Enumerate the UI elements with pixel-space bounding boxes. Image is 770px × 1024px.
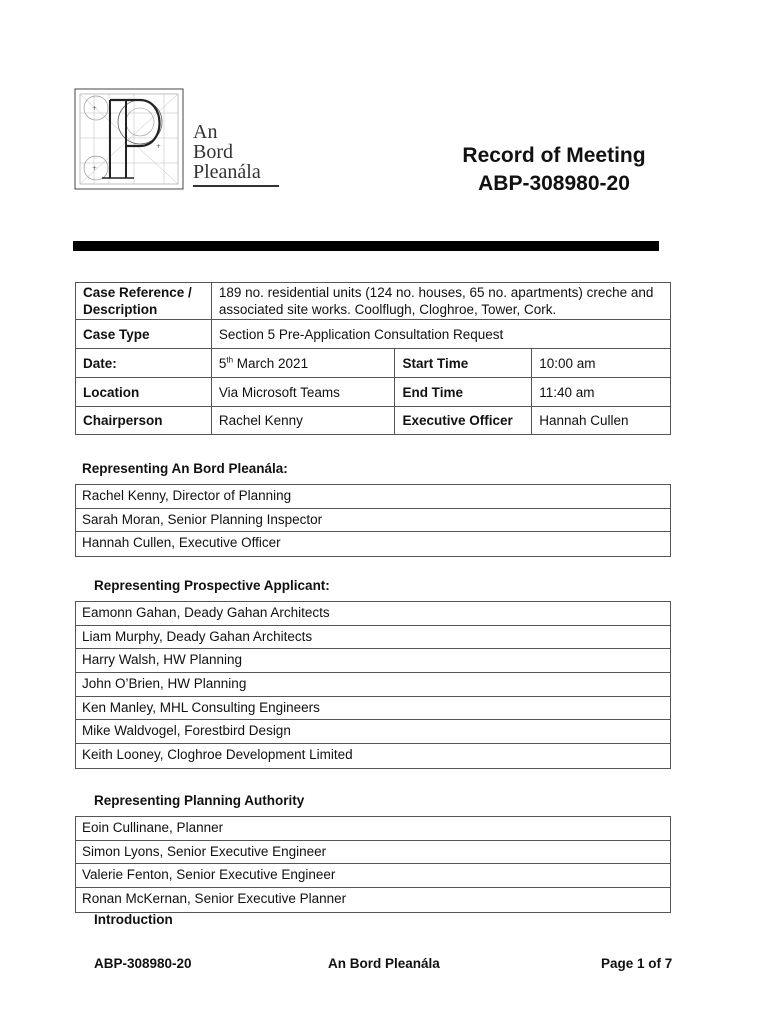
logo-underline <box>193 185 279 187</box>
authority-section-heading: Representing Planning Authority <box>94 793 305 808</box>
table-row <box>76 283 671 320</box>
chairperson-value: Rachel Kenny <box>211 407 395 435</box>
list-item: Keith Looney, Cloghroe Development Limited <box>82 747 353 763</box>
start-time-label: Start Time <box>395 349 532 378</box>
table-row <box>76 320 671 349</box>
svg-text:+: + <box>156 143 162 150</box>
list-item: Harry Walsh, HW Planning <box>76 649 670 673</box>
list-item: Eoin Cullinane, Planner <box>76 817 670 841</box>
logo-line-2: Bord <box>193 141 233 163</box>
date-month-year: March 2021 <box>233 355 309 371</box>
svg-text:+: + <box>92 165 98 172</box>
footer-case-number: ABP-308980-20 <box>94 956 192 971</box>
list-item: Liam Murphy, Deady Gahan Architects <box>76 626 670 650</box>
board-attendees-list <box>75 484 671 557</box>
list-item: Ken Manley, MHL Consulting Engineers <box>76 697 670 721</box>
document-title <box>420 142 688 198</box>
list-item: Eamonn Gahan, Deady Gahan Architects <box>76 602 670 626</box>
applicant-attendees-list <box>75 601 671 769</box>
introduction-heading: Introduction <box>94 912 173 927</box>
case-reference-label: Case Reference / Description <box>76 283 212 320</box>
footer-page-number: Page 1 of 7 <box>601 956 673 971</box>
list-item: Ronan McKernan, Senior Executive Planner <box>82 891 347 907</box>
title-divider-bar <box>73 241 659 251</box>
table-row <box>76 349 671 378</box>
executive-officer-value: Hannah Cullen <box>532 407 671 435</box>
executive-officer-label: Executive Officer <box>395 407 532 435</box>
end-time-value: 11:40 am <box>532 378 671 407</box>
location-label: Location <box>76 378 212 407</box>
date-day: 5 <box>218 355 227 371</box>
logo-wordmark <box>193 122 261 182</box>
list-item: Mike Waldvogel, Forestbird Design <box>76 720 670 744</box>
title-case-number: ABP-308980-20 <box>478 172 630 195</box>
date-ordinal-suffix: th <box>226 355 234 364</box>
end-time-label: End Time <box>395 378 532 407</box>
date-value <box>211 349 395 378</box>
list-item: Hannah Cullen, Executive Officer <box>82 535 281 551</box>
list-item: Valerie Fenton, Senior Executive Engineer <box>76 864 670 888</box>
applicant-section-heading: Representing Prospective Applicant: <box>94 578 330 593</box>
an-bord-pleanala-logo-mark <box>74 88 184 190</box>
start-time-value: 10:00 am <box>532 349 671 378</box>
case-type-value: Section 5 Pre-Application Consultation Request <box>211 320 670 349</box>
board-section-heading: Representing An Bord Pleanála: <box>82 461 288 476</box>
logo-line-3: Pleanála <box>193 161 261 183</box>
title-record-of-meeting: Record of Meeting <box>462 144 646 167</box>
case-reference-value: 189 no. residential units (124 no. houses, 65 no. apartments) creche and associated site works. Coolflugh, Cloghroe, Tower, Cork. <box>211 283 670 320</box>
date-label: Date: <box>76 349 212 378</box>
case-type-label: Case Type <box>76 320 212 349</box>
footer-organisation: An Bord Pleanála <box>328 956 440 971</box>
list-item: Simon Lyons, Senior Executive Engineer <box>76 841 670 865</box>
case-details-table <box>75 282 671 435</box>
table-row <box>76 378 671 407</box>
authority-attendees-list <box>75 816 671 913</box>
location-value: Via Microsoft Teams <box>211 378 395 407</box>
logo-line-1: An <box>193 121 218 143</box>
list-item: Rachel Kenny, Director of Planning <box>76 485 670 509</box>
list-item: Sarah Moran, Senior Planning Inspector <box>76 509 670 533</box>
list-item: John O’Brien, HW Planning <box>76 673 670 697</box>
table-row <box>76 407 671 435</box>
svg-text:+: + <box>92 105 98 112</box>
chairperson-label: Chairperson <box>76 407 212 435</box>
